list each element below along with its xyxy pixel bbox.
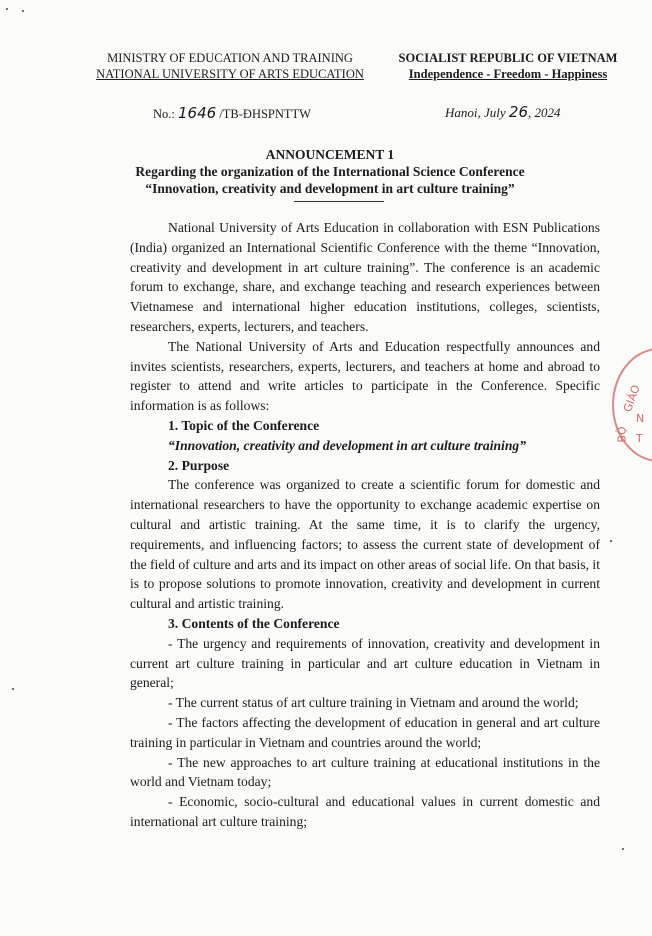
document-date-prefix: Hanoi, July	[445, 105, 509, 120]
announcement-subject-line1: Regarding the organization of the International Science Conference	[135, 164, 525, 179]
official-seal-stamp	[612, 348, 652, 462]
section-3-item: - The current status of art culture training in Vietnam and around the world;	[168, 695, 579, 711]
seal-text: N	[636, 412, 645, 425]
document-number-prefix: No.:	[153, 107, 178, 121]
announcement-body	[130, 218, 600, 832]
national-header	[392, 50, 624, 82]
university-name: NATIONAL UNIVERSITY OF ARTS EDUCATION	[96, 67, 364, 81]
section-1-topic: “Innovation, creativity and development in art culture training”	[168, 437, 526, 453]
section-3-item: - The urgency and requirements of innovation, creativity and development in current art culture training in particular and art culture education in Vietnam in general;	[130, 635, 600, 691]
national-motto: Independence - Freedom - Happiness	[408, 67, 608, 81]
document-number-handwritten: 1646	[178, 104, 217, 122]
country-name: SOCIALIST REPUBLIC OF VIETNAM	[398, 51, 618, 65]
ministry-name: MINISTRY OF EDUCATION AND TRAINING	[107, 51, 353, 65]
document-date-suffix: , 2024	[528, 105, 561, 120]
section-2-text: The conference was organized to create a scientific forum for domestic and international researchers to have the opportunity to exchange academic expertise on cultural and artistic training. At the same time, it is to clarify the urgency, requirements, and influencing factors; to assess the current state of development of the field of culture and arts and its impact on other areas of social life. On that basis, it is to propose solutions to promote innovation, creativity and development in current cultural and artistic training.	[130, 477, 600, 612]
scan-speck	[6, 8, 8, 10]
document-number	[153, 104, 311, 122]
intro-paragraph-2: The National University of Arts and Education respectfully announces and invites scientists, researchers, experts, lecturers, and teachers at home and abroad to register to attend and write articles to participate in the Conference. Specific information is as follows:	[130, 338, 600, 414]
seal-text: GIÁO	[621, 383, 643, 414]
section-2-heading: 2. Purpose	[168, 457, 230, 473]
scan-speck	[12, 688, 14, 690]
issuing-authority	[80, 50, 380, 82]
scan-speck	[610, 540, 612, 542]
announcement-title	[100, 146, 560, 197]
seal-text: BỘ	[615, 426, 629, 443]
document-date	[445, 103, 561, 121]
document-number-suffix: /TB-ĐHSPNTTW	[216, 107, 311, 121]
section-3-item: - The new approaches to art culture training at educational institutions in the world and Vietnam today;	[130, 754, 600, 790]
scan-speck	[622, 848, 624, 850]
scan-speck	[22, 10, 24, 12]
announcement-heading: ANNOUNCEMENT 1	[265, 147, 395, 162]
announcement-subject-line2: “Innovation, creativity and development in art culture training”	[145, 181, 515, 196]
title-divider	[294, 201, 384, 202]
section-3-heading: 3. Contents of the Conference	[168, 615, 340, 631]
section-3-item: - The factors affecting the development of education in general and art culture training in particular in Vietnam and countries around the world;	[130, 714, 600, 750]
intro-paragraph-1: National University of Arts Education in collaboration with ESN Publications (India) organized an International Scientific Conference with the theme “Innovation, creativity and development in art culture training”. The conference is an academic forum to exchange, share, and exchange teaching and research experiences between Vietnamese and international higher education institutions, colleges, scientists, researchers, experts, lecturers, and teachers.	[130, 220, 600, 334]
seal-text: T	[636, 432, 643, 445]
document-date-handwritten: 26	[508, 103, 528, 121]
section-3-item: - Economic, socio-cultural and educational values in current domestic and international art culture training;	[130, 794, 600, 829]
section-1-heading: 1. Topic of the Conference	[168, 417, 320, 433]
